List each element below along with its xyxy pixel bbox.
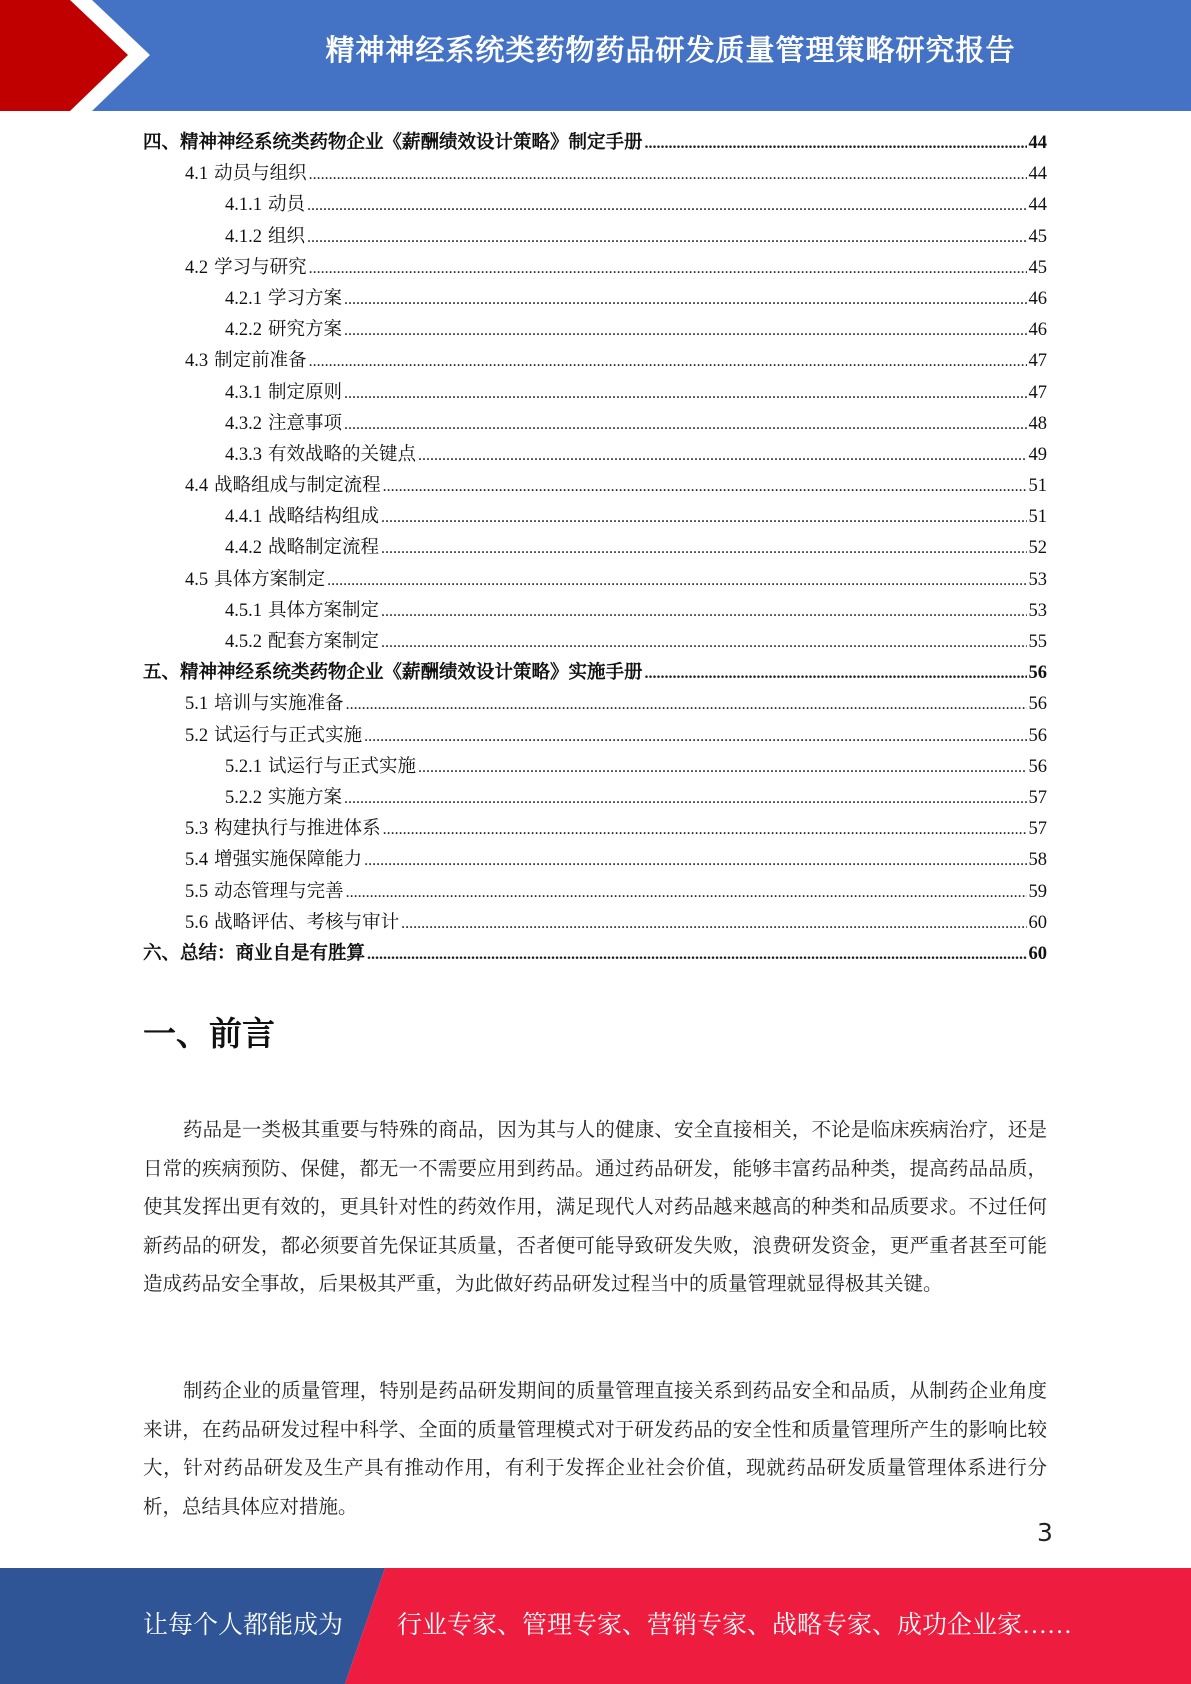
toc-entry-page: 53 — [1028, 600, 1047, 621]
toc-entry-page: 51 — [1028, 507, 1047, 528]
toc-entry-page: 46 — [1028, 288, 1047, 309]
toc-entry-page: 53 — [1028, 569, 1047, 590]
header-title: 精神神经系统类药物药品研发质量管理策略研究报告 — [325, 33, 1016, 67]
toc-dot-leader — [418, 752, 1026, 783]
toc-entry-title: 试运行与正式实施 — [268, 756, 417, 777]
toc-entry-page: 49 — [1028, 444, 1047, 465]
toc-entry[interactable] — [143, 814, 1047, 845]
toc-entry-number: 5.1 — [185, 694, 209, 715]
toc-entry-number: 4.1 — [185, 164, 209, 185]
toc-entry-page: 52 — [1028, 538, 1047, 559]
toc-entry-number: 六、 — [143, 943, 181, 964]
toc-dot-leader — [309, 159, 1027, 190]
toc-entry-title: 学习方案 — [268, 288, 343, 309]
toc-entry-number: 4.3.1 — [225, 382, 262, 403]
toc-entry-page: 45 — [1028, 226, 1047, 247]
toc-dot-leader — [309, 346, 1027, 377]
toc-entry-number: 4.2 — [185, 257, 209, 278]
toc-entry-number: 4.3.2 — [225, 413, 262, 434]
toc-entry-page: 47 — [1028, 351, 1047, 372]
toc-dot-leader — [346, 689, 1027, 720]
toc-dot-leader — [344, 783, 1026, 814]
toc-entry[interactable] — [143, 315, 1047, 346]
toc-entry-title: 动态管理与完善 — [214, 881, 344, 902]
toc-entry-number: 4.1.2 — [225, 226, 262, 247]
toc-entry-title: 战略评估、考核与审计 — [214, 912, 400, 933]
toc-entry-page: 45 — [1028, 257, 1047, 278]
toc-entry-number: 4.2.1 — [225, 288, 262, 309]
toc-entry-page: 58 — [1028, 850, 1047, 871]
toc-dot-leader — [346, 877, 1027, 908]
toc-dot-leader — [309, 253, 1027, 284]
header-arrow-decoration — [0, 0, 160, 111]
toc-entry-number: 4.2.2 — [225, 320, 262, 341]
toc-entry-title: 战略制定流程 — [268, 538, 380, 559]
toc-entry[interactable] — [143, 409, 1047, 440]
footer-slogan-right: 行业专家、管理专家、营销专家、战略专家、成功企业家…… — [397, 1612, 1073, 1639]
toc-entry[interactable] — [143, 533, 1047, 564]
toc-entry-page: 55 — [1028, 632, 1047, 652]
toc-dot-leader — [381, 502, 1026, 533]
toc-dot-leader — [645, 128, 1027, 159]
toc-entry-page: 47 — [1028, 382, 1047, 403]
table-of-contents — [143, 128, 1047, 970]
toc-entry-page: 56 — [1028, 725, 1047, 746]
toc-entry[interactable] — [143, 845, 1047, 876]
page-footer — [0, 1568, 1191, 1684]
toc-entry-page: 60 — [1028, 943, 1047, 964]
toc-dot-leader — [383, 814, 1027, 845]
toc-entry-title: 注意事项 — [268, 413, 343, 434]
toc-entry-number: 五、 — [143, 663, 181, 684]
toc-dot-leader — [401, 908, 1026, 939]
toc-dot-leader — [367, 939, 1026, 970]
toc-entry-page: 44 — [1028, 164, 1047, 185]
toc-entry-number: 4.5.1 — [225, 600, 262, 621]
toc-entry-number: 4.4 — [185, 476, 209, 497]
toc-entry[interactable] — [143, 159, 1047, 190]
toc-entry-title: 总结：商业自是有胜算 — [180, 943, 366, 964]
toc-entry-title: 具体方案制定 — [268, 600, 380, 621]
toc-dot-leader — [381, 533, 1026, 564]
toc-entry-number: 4.5 — [185, 569, 209, 590]
toc-entry-title: 制定原则 — [268, 382, 343, 403]
toc-entry-title: 试运行与正式实施 — [214, 725, 363, 746]
toc-entry-page: 44 — [1028, 195, 1047, 216]
toc-entry[interactable] — [143, 596, 1047, 627]
toc-entry-title: 具体方案制定 — [214, 569, 326, 590]
toc-entry-page: 44 — [1028, 133, 1047, 153]
toc-entry[interactable] — [143, 284, 1047, 315]
toc-entry-title: 有效战略的关键点 — [268, 444, 417, 465]
toc-dot-leader — [364, 845, 1026, 876]
toc-dot-leader — [344, 409, 1026, 440]
toc-entry-number: 4.3.3 — [225, 444, 262, 465]
toc-entry[interactable] — [143, 658, 1047, 689]
toc-entry-title: 战略组成与制定流程 — [214, 476, 381, 497]
toc-entry-title: 增强实施保障能力 — [214, 850, 363, 871]
toc-dot-leader — [344, 315, 1026, 346]
paragraph-1: 药品是一类极其重要与特殊的商品，因为其与人的健康、安全直接相关，不论是临床疾病治疗，还是日常的疾病预防、保健，都无一不需要应用到药品。通过药品研发，能够丰富药品种类，提高药品品质，使其发挥出更有效的，更具针对性的药效作用，满足现代人对药品越来越高的种类和品质要求。不过任何新药品的研发，都必须要首先保证其质量，否者便可能导致研发失败，浪费研发资金，更严重者甚至可能造成药品安全事故，后果极其严重，为此做好药品研发过程当中的质量管理就显得极其关键。 — [143, 1120, 1047, 1295]
toc-entry-number: 4.4.1 — [225, 507, 262, 528]
footer-slogan-left: 让每个人都能成为 — [143, 1612, 344, 1639]
toc-entry-title: 组织 — [268, 226, 306, 247]
toc-entry[interactable] — [143, 908, 1047, 939]
toc-entry-page: 57 — [1028, 819, 1047, 840]
toc-entry-title: 学习与研究 — [214, 257, 307, 278]
toc-entry-title: 精神神经系统类药物企业《薪酬绩效设计策略》实施手册 — [180, 663, 643, 684]
toc-dot-leader — [307, 190, 1026, 221]
toc-entry-page: 60 — [1028, 912, 1047, 933]
toc-entry[interactable] — [143, 627, 1047, 658]
toc-entry[interactable] — [143, 253, 1047, 284]
toc-entry[interactable] — [143, 128, 1047, 159]
toc-entry-page: 56 — [1028, 663, 1047, 684]
toc-entry[interactable] — [143, 689, 1047, 720]
toc-entry[interactable] — [143, 565, 1047, 596]
toc-entry-page: 56 — [1028, 756, 1047, 777]
toc-entry-title: 实施方案 — [268, 787, 343, 808]
toc-dot-leader — [645, 658, 1027, 689]
toc-entry-page: 48 — [1028, 413, 1047, 434]
toc-entry[interactable] — [143, 190, 1047, 221]
toc-entry[interactable] — [143, 721, 1047, 752]
page-number: 3 — [1037, 1518, 1053, 1547]
toc-entry-number: 5.2 — [185, 725, 209, 746]
toc-entry[interactable] — [143, 471, 1047, 502]
toc-entry-title: 制定前准备 — [214, 351, 307, 372]
toc-entry[interactable] — [143, 346, 1047, 377]
toc-dot-leader — [381, 596, 1026, 627]
toc-dot-leader — [418, 440, 1026, 471]
toc-entry-number: 4.1.1 — [225, 195, 262, 216]
section-title: 一、前言 — [143, 1014, 275, 1053]
toc-entry[interactable] — [143, 378, 1047, 409]
toc-entry[interactable] — [143, 939, 1047, 970]
toc-entry[interactable] — [143, 502, 1047, 533]
toc-entry-title: 培训与实施准备 — [214, 694, 344, 715]
toc-entry-title: 动员与组织 — [214, 164, 307, 185]
toc-entry-number: 5.3 — [185, 819, 209, 840]
toc-entry-title: 构建执行与推进体系 — [214, 819, 381, 840]
toc-entry-number: 5.6 — [185, 912, 209, 933]
toc-entry-page: 51 — [1028, 476, 1047, 497]
toc-entry-title: 配套方案制定 — [268, 632, 380, 652]
toc-dot-leader — [383, 471, 1027, 502]
toc-entry-number: 5.4 — [185, 850, 209, 871]
toc-entry[interactable] — [143, 783, 1047, 814]
toc-entry-number: 5.5 — [185, 881, 209, 902]
toc-entry-page: 56 — [1028, 694, 1047, 715]
page-header — [0, 0, 1191, 111]
toc-dot-leader — [344, 378, 1026, 409]
toc-entry[interactable] — [143, 752, 1047, 783]
toc-dot-leader — [364, 721, 1026, 752]
toc-dot-leader — [307, 222, 1026, 253]
toc-entry-title: 战略结构组成 — [268, 507, 380, 528]
toc-entry-page: 59 — [1028, 881, 1047, 902]
toc-entry-page: 46 — [1028, 320, 1047, 341]
paragraph-2: 制药企业的质量管理，特别是药品研发期间的质量管理直接关系到药品安全和品质，从制药企业角度来讲，在药品研发过程中科学、全面的质量管理模式对于研发药品的安全性和质量管理所产生的影响比较大，针对药品研发及生产具有推动作用，有利于发挥企业社会价值，现就药品研发质量管理体系进行分析，总结具体应对措施。 — [143, 1381, 1047, 1518]
toc-dot-leader — [327, 565, 1026, 596]
toc-entry-number: 5.2.1 — [225, 756, 262, 777]
toc-entry[interactable] — [143, 877, 1047, 908]
toc-entry-number: 4.4.2 — [225, 538, 262, 559]
toc-dot-leader — [381, 627, 1026, 658]
toc-entry-page: 57 — [1028, 787, 1047, 808]
toc-entry-title: 精神神经系统类药物企业《薪酬绩效设计策略》制定手册 — [180, 133, 643, 153]
toc-entry[interactable] — [143, 440, 1047, 471]
toc-entry[interactable] — [143, 222, 1047, 253]
toc-entry-title: 研究方案 — [268, 320, 343, 341]
toc-dot-leader — [344, 284, 1026, 315]
toc-entry-number: 4.3 — [185, 351, 209, 372]
toc-entry-number: 4.5.2 — [225, 632, 262, 652]
toc-entry-number: 四、 — [143, 133, 181, 153]
toc-entry-number: 5.2.2 — [225, 787, 262, 808]
toc-entry-title: 动员 — [268, 195, 306, 216]
